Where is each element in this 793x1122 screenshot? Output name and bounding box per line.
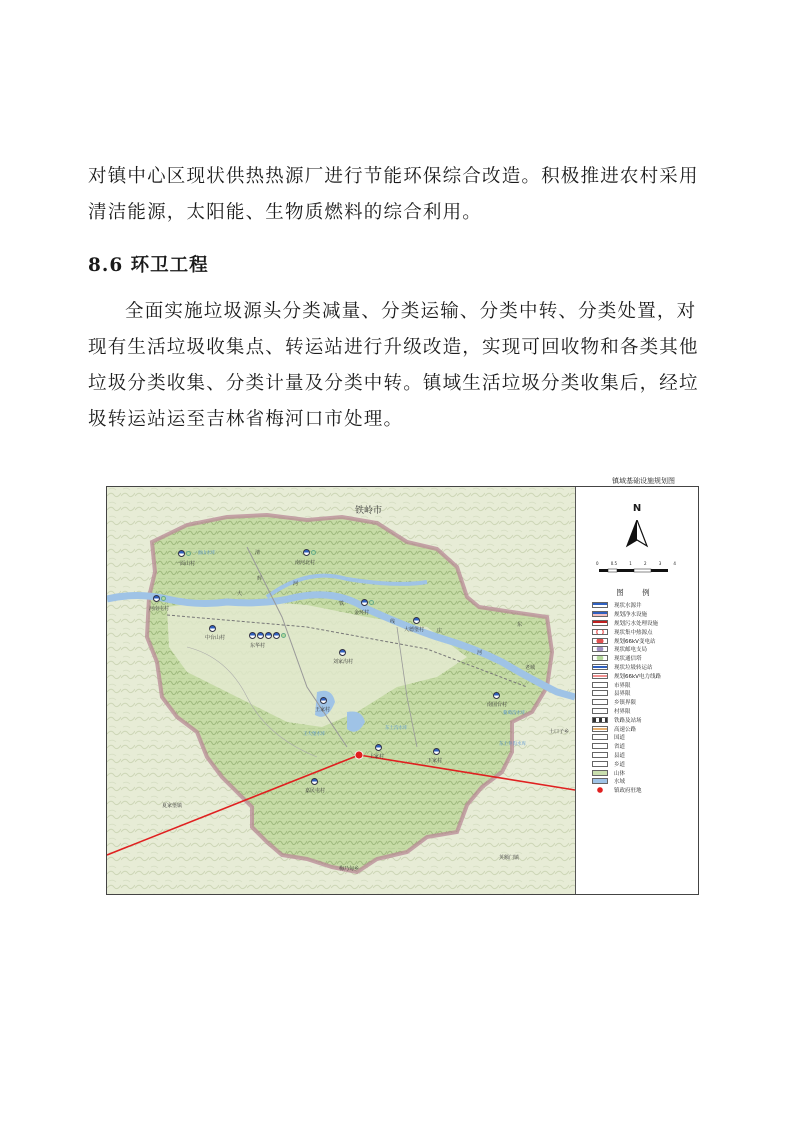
water-plant-icon xyxy=(592,611,608,617)
label-village: 上家村 xyxy=(369,754,385,760)
label-reservoir: 东土井沟水库 xyxy=(499,742,526,747)
legend-item: 县界限 xyxy=(592,689,661,698)
label-village: 大德堡村 xyxy=(404,627,425,633)
scale-bar xyxy=(598,567,670,575)
legend-list xyxy=(592,601,661,795)
label-road: 老城 xyxy=(525,665,536,671)
legend-item: 规划66kV电力线路 xyxy=(592,671,661,680)
village-boundary-icon xyxy=(592,708,608,714)
post-office-icon xyxy=(592,646,608,652)
water-source-icon xyxy=(592,602,608,608)
label-village: 南河北村 xyxy=(295,560,316,566)
label-reservoir: 一面山水库 xyxy=(193,551,216,556)
legend-item: 现状集中热源点 xyxy=(592,627,661,636)
power-line-icon xyxy=(592,673,608,679)
map-legend xyxy=(575,487,698,894)
legend-item: 乡镇界限 xyxy=(592,698,661,707)
label-village: 一面山村 xyxy=(175,561,196,567)
label-village: 河南屯村 xyxy=(149,606,170,612)
label-road: 线 xyxy=(390,619,396,625)
label-road: 清 xyxy=(255,550,261,556)
city-boundary-icon xyxy=(592,682,608,688)
water-source-icon xyxy=(433,748,440,755)
sewage-facility-icon xyxy=(592,620,608,626)
label-neighbor-town: 土口子乡 xyxy=(549,729,570,735)
label-reservoir: 王大堡水库 xyxy=(303,732,326,737)
label-road: 河 xyxy=(293,581,299,587)
water-source-icon xyxy=(153,595,160,602)
township-road-icon xyxy=(592,761,608,767)
map-canvas xyxy=(107,487,575,894)
water-source-icon xyxy=(375,744,382,751)
legend-item: 规划66kV变电站 xyxy=(592,636,661,645)
national-road-icon xyxy=(592,734,608,740)
legend-item: 村界限 xyxy=(592,707,661,716)
water-source-icon xyxy=(320,697,327,704)
label-reservoir: 葡萄沟水库 xyxy=(503,711,526,716)
legend-item: 现状通信塔 xyxy=(592,654,661,663)
infrastructure-map xyxy=(106,486,699,895)
label-village: 王家村 xyxy=(315,707,331,713)
north-label: N xyxy=(632,503,642,514)
water-source-icon xyxy=(303,549,310,556)
scale-ticks: 0 0.5 1 2 3 4 xyxy=(596,561,676,566)
transfer-station-icon xyxy=(592,664,608,670)
paragraph-sanitation: 全面实施垃圾源头分类减量、分类运输、分类中转、分类处置，对现有生活垃圾收集点、转运站进行升级改造，实现可回收物和各类其他垃圾分类收集、分类计量及分类中转。镇域生活垃圾分类收集后，经垃圾转运站运至吉林省梅河口市处理。 xyxy=(88,301,699,430)
label-neighbor-town: 夏家堡镇 xyxy=(162,803,183,809)
label-village: 东华村 xyxy=(250,643,266,649)
paragraph-heating: 对镇中心区现状供热热源厂进行节能环保综合改造。积极推进农村采用清洁能源，太阳能、生物质燃料的综合利用。 xyxy=(88,166,699,223)
legend-title: 图 例 xyxy=(616,588,658,597)
legend-item: 高速公路 xyxy=(592,724,661,733)
legend-item: 现状邮电支局 xyxy=(592,645,661,654)
label-village: 嘉民屯村 xyxy=(305,788,326,794)
legend-item: 县道 xyxy=(592,751,661,760)
telecom-tower-icon xyxy=(592,655,608,661)
county-boundary-icon xyxy=(592,690,608,696)
label-road: 大 xyxy=(237,591,243,597)
legend-item: 乡道 xyxy=(592,759,661,768)
railway-icon xyxy=(592,717,608,723)
heat-source-icon xyxy=(257,632,264,639)
label-road: 铁 xyxy=(339,601,345,607)
water-source-icon xyxy=(361,599,368,606)
label-reservoir: 东土沟水库 xyxy=(385,726,408,731)
legend-item: 山体 xyxy=(592,768,661,777)
legend-item: 省道 xyxy=(592,742,661,751)
water-body-icon xyxy=(592,778,608,784)
water-source-icon xyxy=(413,617,420,624)
heat-source-icon xyxy=(592,629,608,635)
label-village: 中台山村 xyxy=(205,635,226,641)
sewage-facility-icon xyxy=(249,632,256,639)
water-facility-icon xyxy=(311,550,316,555)
water-facility-icon xyxy=(369,600,374,605)
township-boundary-icon xyxy=(592,699,608,705)
water-source-icon xyxy=(311,778,318,785)
label-road: 河 xyxy=(477,650,483,656)
county-road-icon xyxy=(592,752,608,758)
water-facility-icon xyxy=(161,596,166,601)
gov-seat-icon xyxy=(592,787,608,793)
water-source-icon xyxy=(339,649,346,656)
label-village: 南国台村 xyxy=(487,702,508,708)
legend-item: 水域 xyxy=(592,777,661,786)
provincial-road-icon xyxy=(592,743,608,749)
water-facility-icon xyxy=(186,551,191,556)
label-neighbor-town: 梅乃甸乡 xyxy=(339,866,360,872)
section-heading-sanitation: 8.6 环卫工程 xyxy=(88,255,209,276)
legend-item: 现状水源井 xyxy=(592,601,661,610)
telecom-tower-icon xyxy=(273,632,280,639)
label-neighbor-town: 英额门镇 xyxy=(499,855,520,861)
legend-item: 镇政府驻地 xyxy=(592,786,661,795)
substation-icon xyxy=(592,638,608,644)
label-village: 金环村 xyxy=(354,610,370,616)
legend-item: 国道 xyxy=(592,733,661,742)
water-source-icon xyxy=(209,625,216,632)
expressway-icon xyxy=(592,726,608,732)
legend-item: 规划净水设施 xyxy=(592,610,661,619)
mountain-icon xyxy=(592,770,608,776)
legend-item: 市界限 xyxy=(592,680,661,689)
label-tieling-city: 铁岭市 xyxy=(355,506,383,516)
transfer-station-icon xyxy=(281,633,286,638)
legend-item: 现状垃圾转运站 xyxy=(592,663,661,672)
post-office-icon xyxy=(265,632,272,639)
label-road: 庄 xyxy=(437,628,443,634)
legend-item: 规划污水处理设施 xyxy=(592,619,661,628)
legend-item: 铁路及站场 xyxy=(592,715,661,724)
label-village: 刘家沟村 xyxy=(333,659,354,665)
water-source-icon xyxy=(178,550,185,557)
water-source-icon xyxy=(493,692,500,699)
label-road: 东 xyxy=(517,622,523,628)
label-village: 下家村 xyxy=(427,758,443,764)
gov-seat-marker xyxy=(355,751,363,759)
figure-title: 镇域基础设施规划图 xyxy=(612,477,675,485)
label-road: 辉 xyxy=(257,576,263,582)
north-arrow-icon xyxy=(625,520,649,548)
